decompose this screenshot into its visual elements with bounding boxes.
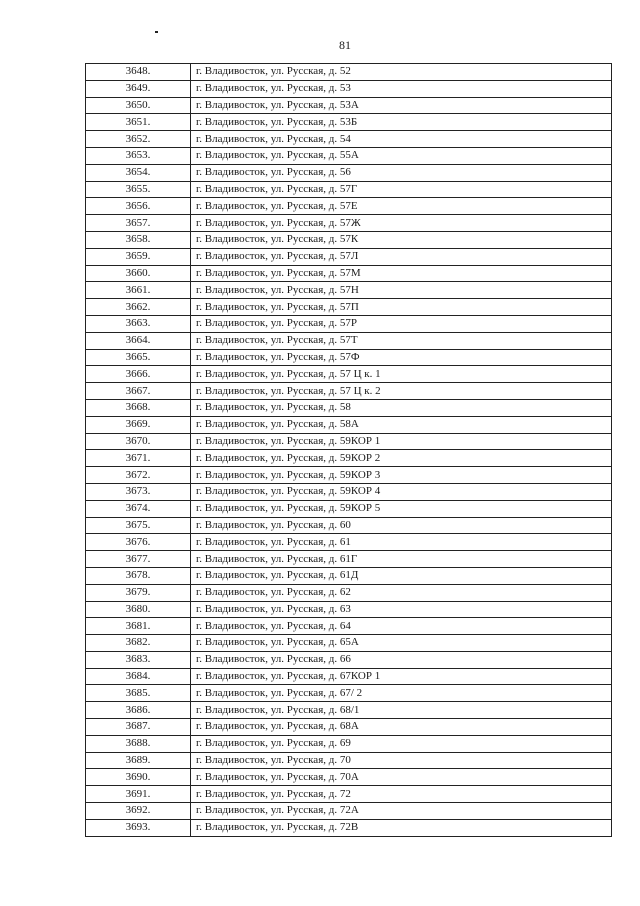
table-row (86, 114, 612, 131)
row-address: г. Владивосток, ул. Русская, д. 69 (191, 735, 612, 752)
row-number: 3668. (86, 399, 191, 416)
row-address: г. Владивосток, ул. Русская, д. 59КОР 2 (191, 450, 612, 467)
row-address: г. Владивосток, ул. Русская, д. 61Д (191, 567, 612, 584)
table-row (86, 198, 612, 215)
row-address: г. Владивосток, ул. Русская, д. 67/ 2 (191, 685, 612, 702)
table-row (86, 416, 612, 433)
row-number: 3690. (86, 769, 191, 786)
row-number: 3692. (86, 803, 191, 820)
table-row (86, 299, 612, 316)
table-row (86, 231, 612, 248)
row-number: 3655. (86, 181, 191, 198)
row-number: 3649. (86, 80, 191, 97)
row-number: 3687. (86, 719, 191, 736)
row-number: 3665. (86, 349, 191, 366)
row-address: г. Владивосток, ул. Русская, д. 65А (191, 635, 612, 652)
table-row (86, 64, 612, 81)
table-row (86, 332, 612, 349)
row-address: г. Владивосток, ул. Русская, д. 53Б (191, 114, 612, 131)
row-address: г. Владивосток, ул. Русская, д. 57Е (191, 198, 612, 215)
row-number: 3674. (86, 500, 191, 517)
table-row (86, 803, 612, 820)
row-address: г. Владивосток, ул. Русская, д. 63 (191, 601, 612, 618)
row-address: г. Владивосток, ул. Русская, д. 57М (191, 265, 612, 282)
row-address: г. Владивосток, ул. Русская, д. 52 (191, 64, 612, 81)
row-number: 3685. (86, 685, 191, 702)
row-number: 3664. (86, 332, 191, 349)
row-number: 3669. (86, 416, 191, 433)
table-row (86, 147, 612, 164)
table-row (86, 483, 612, 500)
row-address: г. Владивосток, ул. Русская, д. 68/1 (191, 702, 612, 719)
row-address: г. Владивосток, ул. Русская, д. 57Р (191, 315, 612, 332)
table-row (86, 164, 612, 181)
table-row (86, 786, 612, 803)
table-row (86, 399, 612, 416)
row-number: 3660. (86, 265, 191, 282)
row-number: 3693. (86, 819, 191, 836)
row-address: г. Владивосток, ул. Русская, д. 61Г (191, 551, 612, 568)
row-address: г. Владивосток, ул. Русская, д. 53 (191, 80, 612, 97)
table-row (86, 551, 612, 568)
row-address: г. Владивосток, ул. Русская, д. 70А (191, 769, 612, 786)
row-number: 3650. (86, 97, 191, 114)
row-number: 3678. (86, 567, 191, 584)
table-row (86, 433, 612, 450)
row-number: 3680. (86, 601, 191, 618)
row-address: г. Владивосток, ул. Русская, д. 57Ж (191, 215, 612, 232)
row-address: г. Владивосток, ул. Русская, д. 60 (191, 517, 612, 534)
table-row (86, 215, 612, 232)
table-row (86, 651, 612, 668)
row-address: г. Владивосток, ул. Русская, д. 72В (191, 819, 612, 836)
row-number: 3651. (86, 114, 191, 131)
table-row (86, 450, 612, 467)
table-row (86, 349, 612, 366)
row-number: 3683. (86, 651, 191, 668)
row-number: 3657. (86, 215, 191, 232)
row-address: г. Владивосток, ул. Русская, д. 58 (191, 399, 612, 416)
row-number: 3658. (86, 231, 191, 248)
row-number: 3671. (86, 450, 191, 467)
row-number: 3673. (86, 483, 191, 500)
table-row (86, 719, 612, 736)
table-row (86, 181, 612, 198)
row-address: г. Владивосток, ул. Русская, д. 57Г (191, 181, 612, 198)
page-number: 81 (339, 38, 351, 52)
table-row (86, 248, 612, 265)
row-address: г. Владивосток, ул. Русская, д. 58А (191, 416, 612, 433)
table-row (86, 769, 612, 786)
row-address: г. Владивосток, ул. Русская, д. 72 (191, 786, 612, 803)
row-address: г. Владивосток, ул. Русская, д. 53А (191, 97, 612, 114)
row-number: 3677. (86, 551, 191, 568)
table-row (86, 282, 612, 299)
row-number: 3686. (86, 702, 191, 719)
row-number: 3691. (86, 786, 191, 803)
row-address: г. Владивосток, ул. Русская, д. 59КОР 5 (191, 500, 612, 517)
table-row (86, 80, 612, 97)
row-number: 3688. (86, 735, 191, 752)
table-row (86, 685, 612, 702)
table-row (86, 315, 612, 332)
row-address: г. Владивосток, ул. Русская, д. 64 (191, 618, 612, 635)
address-table (85, 63, 612, 837)
row-address: г. Владивосток, ул. Русская, д. 55А (191, 147, 612, 164)
table-row (86, 702, 612, 719)
table-row (86, 97, 612, 114)
row-number: 3676. (86, 534, 191, 551)
row-number: 3661. (86, 282, 191, 299)
address-table-body (86, 64, 612, 837)
row-number: 3654. (86, 164, 191, 181)
row-number: 3659. (86, 248, 191, 265)
row-address: г. Владивосток, ул. Русская, д. 57 Ц к. 1 (191, 366, 612, 383)
row-address: г. Владивосток, ул. Русская, д. 68А (191, 719, 612, 736)
row-number: 3653. (86, 147, 191, 164)
table-row (86, 517, 612, 534)
row-number: 3663. (86, 315, 191, 332)
row-address: г. Владивосток, ул. Русская, д. 57Н (191, 282, 612, 299)
table-row (86, 752, 612, 769)
row-number: 3670. (86, 433, 191, 450)
row-address: г. Владивосток, ул. Русская, д. 70 (191, 752, 612, 769)
table-row (86, 635, 612, 652)
row-address: г. Владивосток, ул. Русская, д. 59КОР 3 (191, 467, 612, 484)
scan-speck (155, 31, 158, 33)
row-address: г. Владивосток, ул. Русская, д. 72А (191, 803, 612, 820)
table-row (86, 601, 612, 618)
table-row (86, 131, 612, 148)
row-number: 3666. (86, 366, 191, 383)
row-number: 3656. (86, 198, 191, 215)
table-row (86, 735, 612, 752)
table-row (86, 819, 612, 836)
table-row (86, 534, 612, 551)
table-row (86, 265, 612, 282)
row-address: г. Владивосток, ул. Русская, д. 54 (191, 131, 612, 148)
row-number: 3684. (86, 668, 191, 685)
row-address: г. Владивосток, ул. Русская, д. 57Ф (191, 349, 612, 366)
row-number: 3689. (86, 752, 191, 769)
row-address: г. Владивосток, ул. Русская, д. 67КОР 1 (191, 668, 612, 685)
row-address: г. Владивосток, ул. Русская, д. 57Л (191, 248, 612, 265)
row-number: 3652. (86, 131, 191, 148)
table-row (86, 567, 612, 584)
table-row (86, 366, 612, 383)
row-address: г. Владивосток, ул. Русская, д. 57 Ц к. 2 (191, 383, 612, 400)
row-number: 3675. (86, 517, 191, 534)
table-row (86, 500, 612, 517)
table-row (86, 584, 612, 601)
row-number: 3667. (86, 383, 191, 400)
row-address: г. Владивосток, ул. Русская, д. 56 (191, 164, 612, 181)
row-number: 3682. (86, 635, 191, 652)
row-number: 3681. (86, 618, 191, 635)
row-address: г. Владивосток, ул. Русская, д. 61 (191, 534, 612, 551)
row-number: 3672. (86, 467, 191, 484)
row-address: г. Владивосток, ул. Русская, д. 59КОР 4 (191, 483, 612, 500)
row-address: г. Владивосток, ул. Русская, д. 57Т (191, 332, 612, 349)
row-address: г. Владивосток, ул. Русская, д. 66 (191, 651, 612, 668)
table-row (86, 383, 612, 400)
row-address: г. Владивосток, ул. Русская, д. 57К (191, 231, 612, 248)
row-number: 3648. (86, 64, 191, 81)
table-row (86, 618, 612, 635)
row-number: 3679. (86, 584, 191, 601)
row-address: г. Владивосток, ул. Русская, д. 57П (191, 299, 612, 316)
table-row (86, 668, 612, 685)
row-number: 3662. (86, 299, 191, 316)
table-row (86, 467, 612, 484)
row-address: г. Владивосток, ул. Русская, д. 62 (191, 584, 612, 601)
row-address: г. Владивосток, ул. Русская, д. 59КОР 1 (191, 433, 612, 450)
